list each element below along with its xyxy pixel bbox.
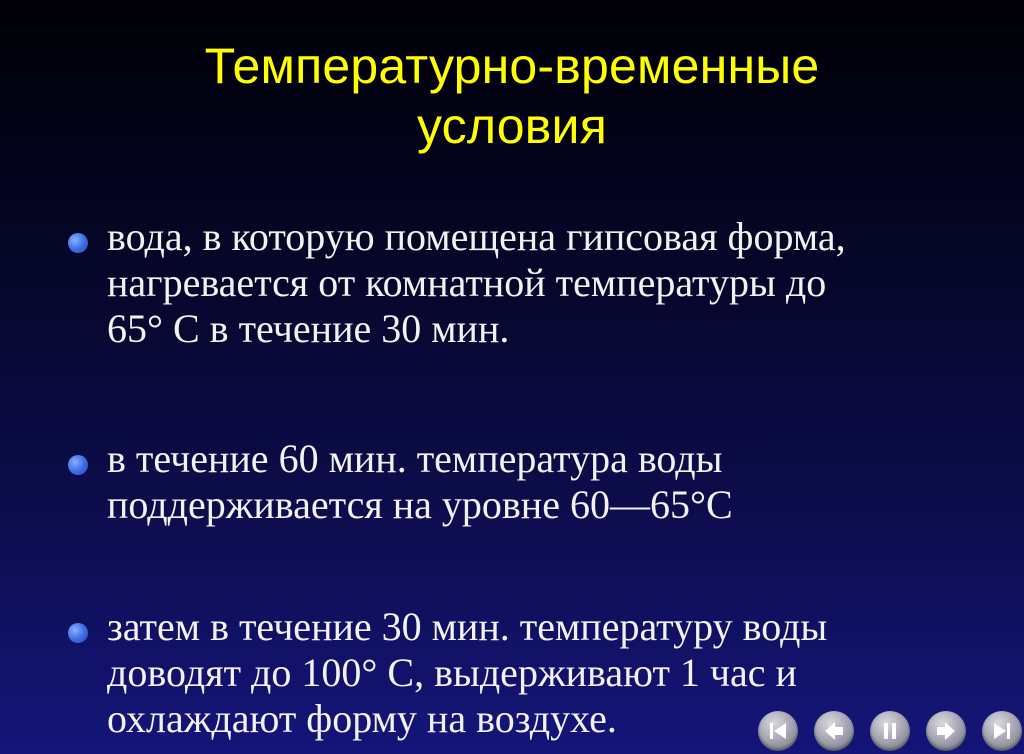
last-slide-button[interactable]	[982, 711, 1022, 751]
slideshow-controls	[758, 711, 1024, 751]
next-slide-icon	[926, 711, 966, 751]
last-slide-icon	[982, 711, 1022, 751]
bullet-dot-icon	[68, 455, 88, 475]
first-slide-icon	[758, 711, 798, 751]
bullet-1-line-1: вода, в которую помещена гипсовая форма,	[107, 214, 846, 259]
bullet-dot-icon	[68, 233, 88, 253]
bullet-3-line-2: доводят до 100° С, выдерживают 1 час и	[107, 650, 797, 695]
slide-title	[0, 36, 1024, 156]
bullet-text-2	[107, 436, 997, 528]
slide-title-line-2: условия	[417, 98, 607, 154]
bullet-3-line-1: затем в течение 30 мин. температуру воды	[107, 604, 828, 649]
bullet-1-line-3: 65° С в течение 30 мин.	[107, 306, 510, 351]
bullet-dot-icon	[68, 623, 88, 643]
next-slide-button[interactable]	[926, 711, 966, 751]
bullet-text-1	[107, 214, 997, 352]
slide-title-line-1: Температурно-временные	[204, 38, 820, 94]
pause-button[interactable]	[870, 711, 910, 751]
bullet-2-line-2: поддерживается на уровне 60—65°С	[107, 482, 733, 527]
previous-slide-button[interactable]	[814, 711, 854, 751]
bullet-2-line-1: в течение 60 мин. температура воды	[107, 436, 723, 481]
first-slide-button[interactable]	[758, 711, 798, 751]
bullet-1-line-2: нагревается от комнатной температуры до	[107, 260, 827, 305]
bullet-3-line-3: охлаждают форму на воздухе.	[107, 696, 617, 741]
previous-slide-icon	[814, 711, 854, 751]
pause-icon	[870, 711, 910, 751]
